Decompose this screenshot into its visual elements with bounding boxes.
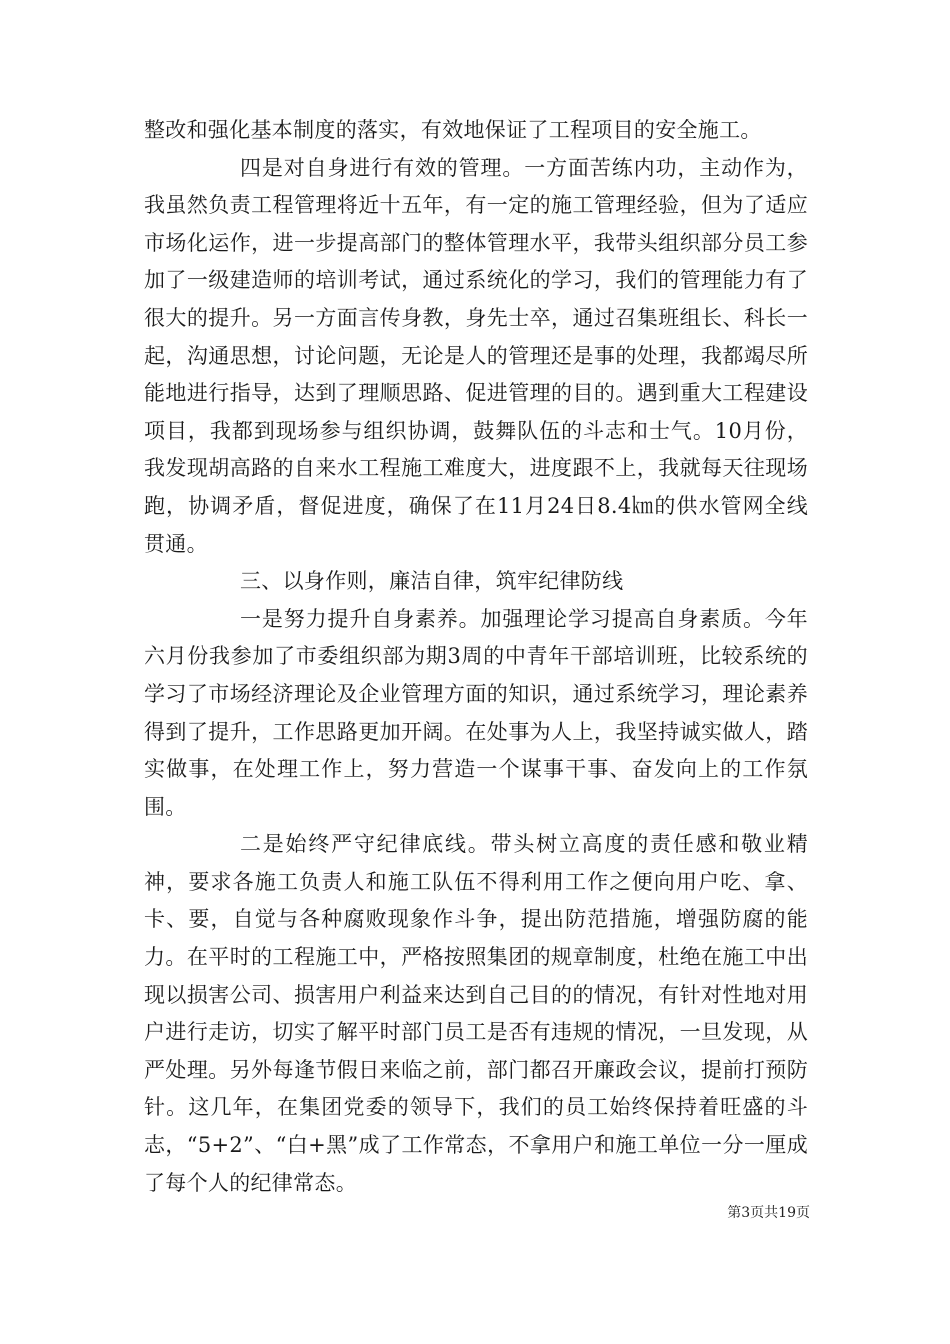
- document-body: [144, 112, 808, 1202]
- paragraph-self-improvement: 一是努力提升自身素养。加强理论学习提高自身素质。今年六月份我参加了市委组织部为期3周的中青年干部培训班，比较系统的学习了市场经济理论及企业管理方面的知识，通过系统学习，理论素养得到了提升，工作思路更加开阔。在处事为人上，我坚持诚实做人，踏实做事，在处理工作上，努力营造一个谋事干事、奋发向上的工作氛围。: [144, 606, 808, 819]
- paragraph-discipline-bottom-line: 二是始终严守纪律底线。带头树立高度的责任感和敬业精神，要求各施工负责人和施工队伍不得利用工作之便向用户吃、拿、卡、要，自觉与各种腐败现象作斗争，提出防范措施，增强防腐的能力。在平时的工程施工中，严格按照集团的规章制度，杜绝在施工中出现以损害公司、损害用户利益来达到自己目的的情况，有针对性地对用户进行走访，切实了解平时部门员工是否有违规的情况，一旦发现，从严处理。另外每逢节假日来临之前，部门都召开廉政会议，提前打预防针。这几年，在集团党委的领导下，我们的员工始终保持着旺盛的斗志，“5+2”、“白+黑”成了工作常态，不拿用户和施工单位一分一厘成了每个人的纪律常态。: [144, 832, 808, 1195]
- paragraph-self-management: 四是对自身进行有效的管理。一方面苦练内功，主动作为，我虽然负责工程管理将近十五年，有一定的施工管理经验，但为了适应市场化运作，进一步提高部门的整体管理水平，我带头组织部分员工参加了一级建造师的培训考试，通过系统化的学习，我们的管理能力有了很大的提升。另一方面言传身教，身先士卒，通过召集班组长、科长一起，沟通思想，讨论问题，无论是人的管理还是事的处理，我都竭尽所能地进行指导，达到了理顺思路、促进管理的目的。遇到重大工程建设项目，我都到现场参与组织协调，鼓舞队伍的斗志和士气。10月份，我发现胡高路的自来水工程施工难度大，进度跟不上，我就每天往现场跑，协调矛盾，督促进度，确保了在11月24日8.4㎞的供水管网全线贯通。: [144, 155, 808, 556]
- section-heading-discipline: 三、以身作则，廉洁自律，筑牢纪律防线: [240, 569, 624, 594]
- page-number-footer: 第3页共19页: [727, 1205, 810, 1221]
- paragraph-continuation: 整改和强化基本制度的落实，有效地保证了工程项目的安全施工。: [144, 118, 762, 142]
